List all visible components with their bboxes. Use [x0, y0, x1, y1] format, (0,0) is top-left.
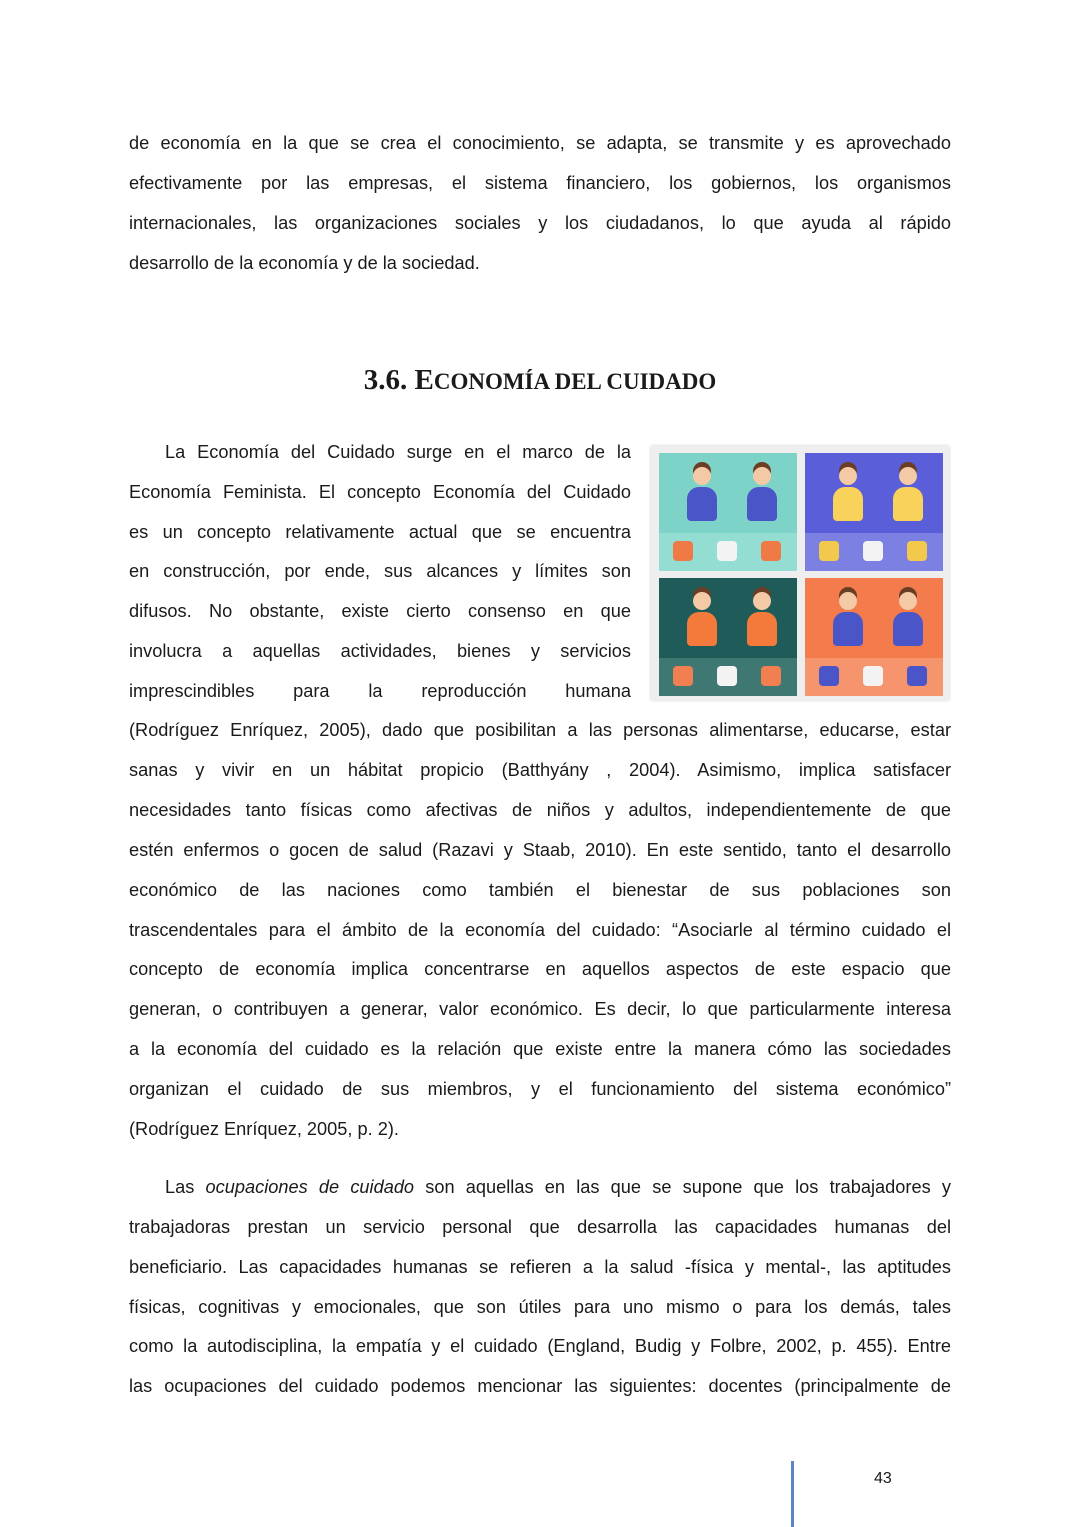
household-item-icon — [673, 666, 693, 686]
person-body-icon — [747, 612, 777, 646]
text-line: internacionales, las organizaciones sociales y los ciudadanos, lo que ayuda al rápido — [129, 213, 951, 233]
person-head-icon — [753, 467, 771, 485]
household-item-icon — [717, 541, 737, 561]
household-item-icon — [717, 666, 737, 686]
text-line: físicas, cognitivas y emocionales, que son útiles para uno mismo o para los demás, tales — [129, 1296, 951, 1317]
person-body-icon — [833, 612, 863, 646]
person-body-icon — [893, 487, 923, 521]
person-head-icon — [839, 467, 857, 485]
illustration-panel — [805, 578, 943, 696]
household-item-icon — [761, 666, 781, 686]
text-line: trascendentales para el ámbito de la economía del cuidado: “Asociarle al término cuidado el — [129, 919, 951, 940]
emphasis-care-occupations: ocupaciones de cuidado — [205, 1177, 415, 1197]
text-line: Economía Feminista. El concepto Economía del Cuidado — [129, 481, 631, 502]
household-item-icon — [863, 541, 883, 561]
text-line: (Rodríguez Enríquez, 2005, p. 2). — [129, 1119, 399, 1139]
person-body-icon — [687, 612, 717, 646]
text-line: concepto de economía implica concentrarse en aquellos aspectos de este espacio que — [129, 959, 951, 980]
person-head-icon — [693, 467, 711, 485]
text-line: en construcción, por ende, sus alcances y límites son — [129, 561, 631, 582]
text-line: a la economía del cuidado es la relación que existe entre la manera cómo las sociedades — [129, 1039, 951, 1060]
section-number: 3.6. — [363, 364, 408, 396]
person-head-icon — [753, 592, 771, 610]
household-item-icon — [907, 666, 927, 686]
text-line: generan, o contribuyen a generar, valor económico. Es decir, lo que particularmente interesa — [129, 999, 951, 1020]
text-line: estén enfermos o gocen de salud (Razavi y Staab, 2010). En este sentido, tanto el desarrollo — [129, 839, 951, 860]
person-body-icon — [687, 487, 717, 521]
household-item-icon — [907, 541, 927, 561]
text-line: (Rodríguez Enríquez, 2005), dado que posibilitan a las personas alimentarse, educarse, estar — [129, 720, 951, 740]
illustration-panel — [659, 578, 797, 696]
text-line: sanas y vivir en un hábitat propicio (Batthyány , 2004). Asimismo, implica satisfacer — [129, 759, 951, 780]
page-number: 43 — [874, 1470, 892, 1487]
household-item-icon — [761, 541, 781, 561]
text-line: La Economía del Cuidado surge en el marco de la — [165, 442, 631, 462]
section-heading — [0, 364, 1080, 397]
person-head-icon — [693, 592, 711, 610]
text-line: difusos. No obstante, existe cierto consenso en que — [129, 601, 631, 622]
text-line: organizan el cuidado de sus miembros, y el funcionamiento del sistema económico” — [129, 1079, 951, 1100]
text-line: desarrollo de la economía y de la sociedad. — [129, 253, 480, 273]
illustration-panel — [805, 453, 943, 571]
text-line: trabajadoras prestan un servicio personal que desarrolla las capacidades humanas del — [129, 1217, 951, 1237]
section-title-rest: CONOMÍA DEL CUIDADO — [433, 369, 717, 394]
text-line: efectivamente por las empresas, el sistema financiero, los gobiernos, los organismos — [129, 173, 951, 193]
person-head-icon — [899, 592, 917, 610]
text-line: las ocupaciones del cuidado podemos mencionar las siguientes: docentes (principalmente de — [129, 1376, 951, 1397]
text: son aquellas en las que se supone que los trabajadores y — [414, 1177, 951, 1197]
footer-divider — [791, 1461, 794, 1527]
person-body-icon — [893, 612, 923, 646]
household-item-icon — [863, 666, 883, 686]
text-line: necesidades tanto físicas como afectivas de niños y adultos, independientemente de que — [129, 799, 951, 820]
person-head-icon — [899, 467, 917, 485]
care-economy-illustration — [651, 446, 949, 700]
person-head-icon — [839, 592, 857, 610]
text-line: es un concepto relativamente actual que se encuentra — [129, 521, 631, 542]
text-line: involucra a aquellas actividades, bienes y servicios — [129, 641, 631, 661]
text: Las — [165, 1177, 206, 1197]
illustration-panel — [659, 453, 797, 571]
person-body-icon — [747, 487, 777, 521]
text-line: imprescindibles para la reproducción humana — [129, 680, 631, 701]
person-body-icon — [833, 487, 863, 521]
text-line: económico de las naciones como también el bienestar de sus poblaciones son — [129, 879, 951, 900]
section-title-initial: E — [414, 364, 434, 396]
text-line: como la autodisciplina, la empatía y el cuidado (England, Budig y Folbre, 2002, p. 455). Entre — [129, 1336, 951, 1357]
household-item-icon — [819, 666, 839, 686]
paragraph-care-occupations-first-line — [129, 1172, 951, 1202]
household-item-icon — [819, 541, 839, 561]
household-item-icon — [673, 541, 693, 561]
text-line: de economía en la que se crea el conocimiento, se adapta, se transmite y es aprovechado — [129, 133, 951, 153]
text-line: beneficiario. Las capacidades humanas se refieren a la salud -física y mental-, las aptitudes — [129, 1256, 951, 1277]
